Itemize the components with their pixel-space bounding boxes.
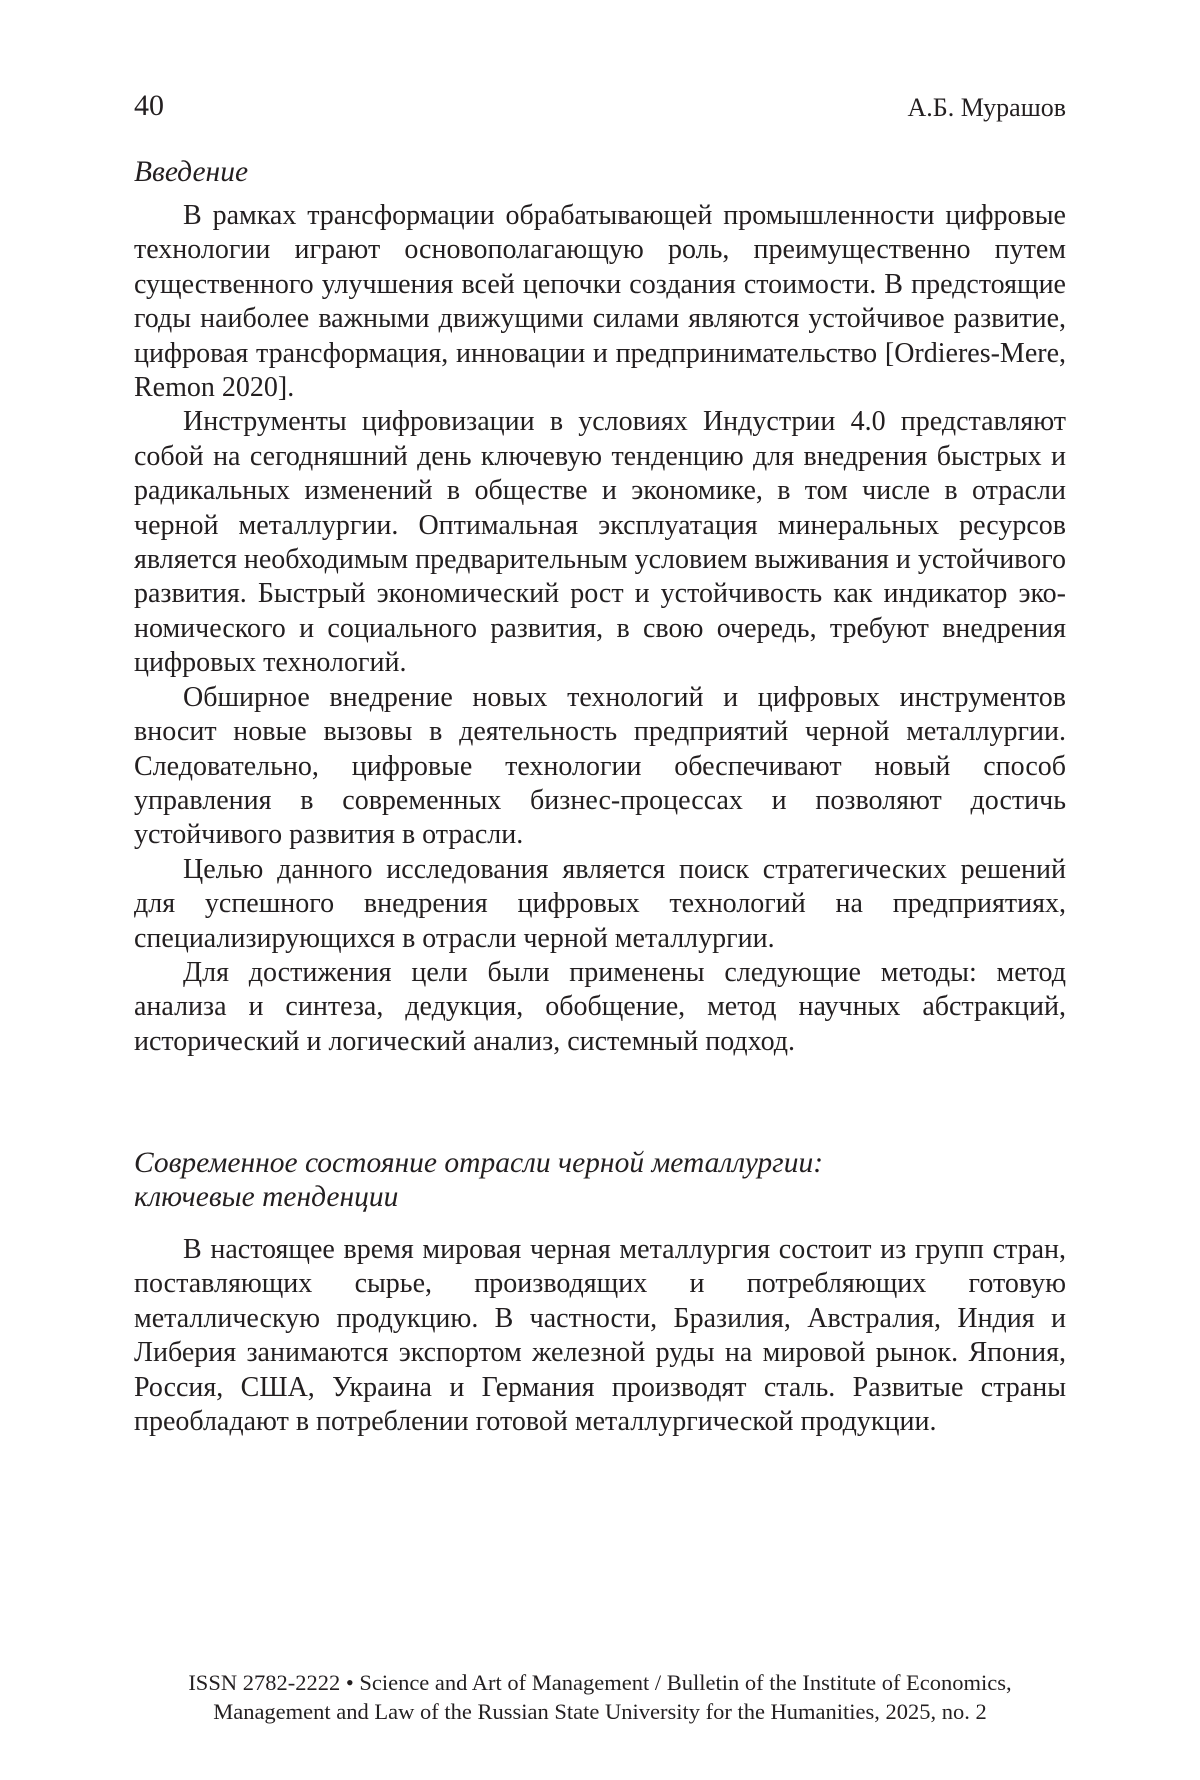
paragraph: В рамках трансформации обрабатывающей промышленности цифровые технологии играют основополагающую роль, преимущественно путем существенного улучшения всей цепочки создания стоимости. В предстоящие годы наиболее важными движущими силами являются устойчивое развитие, цифровая трансформация, инновации и предпринимательство [Ordieres-Mere, Remon 2020]. <box>134 200 1066 404</box>
section-heading-introduction: Введение <box>134 156 249 188</box>
section-heading-line: Современное состояние отрасли черной металлургии: <box>134 1147 824 1179</box>
footer-line: ISSN 2782-2222 • Science and Art of Management / Bulletin of the Institute of Economics, <box>188 1670 1012 1695</box>
running-header <box>134 86 1066 126</box>
paragraph: В настоящее время мировая черная металлургия состоит из групп стран, поставляющих сырье, производящих и потребляющих готовую металлическую продукцию. В частности, Бразилия, Австралия, Индия и Либерия занимаются экспортом железной руды на мировой рынок. Япония, Россия, США, Украина и Германия производят сталь. Развитые страны преобладают в потреблении готовой металлургической продукции. <box>134 1234 1066 1438</box>
journal-footer <box>134 1668 1066 1726</box>
paragraph: Целью данного исследования является поиск стратегических решений для успешного внедрения цифровых технологий на предприятиях, специализирующихся в отрасли черной металлургии. <box>134 853 1066 954</box>
introduction-body <box>134 199 1066 1059</box>
paragraph: Инструменты цифровизации в условиях Индустрии 4.0 представляют собой на сегодняшний день ключевую тенденцию для внедрения быстрых и радикальных изменений в обществе и экономике, в том числе в отрасли черной металлургии. Оптимальная эксплуатация минеральных ресурсов является необходимым предварительным условием выживания и устойчивого развития. Быстрый экономический рост и устойчивость как индикатор экономического и социального развития, в свою очередь, требуют внедрения цифровых технологий. <box>134 406 1066 679</box>
page-number: 40 <box>134 89 164 122</box>
document-page <box>134 0 1066 1780</box>
paragraph: Обширное внедрение новых технологий и цифровых инструментов вносит новые вызовы в деятельность предприятий черной металлургии. Следовательно, цифровые технологии обеспечивают новый способ управления в современных бизнес-процессах и позволяют достичь устойчивого развития в отрасли. <box>134 681 1066 851</box>
paragraph: Для достижения цели были применены следующие методы: метод анализа и синтеза, дедукция, обобщение, метод научных абстракций, исторический и логический анализ, системный подход. <box>134 956 1066 1057</box>
section-heading-current-state <box>134 1146 1066 1214</box>
footer-line: Management and Law of the Russian State University for the Humanities, 2025, no. 2 <box>213 1699 987 1724</box>
section-heading-line: ключевые тенденции <box>134 1181 399 1213</box>
current-state-body <box>134 1233 1066 1439</box>
running-author: А.Б. Мурашов <box>907 93 1066 122</box>
